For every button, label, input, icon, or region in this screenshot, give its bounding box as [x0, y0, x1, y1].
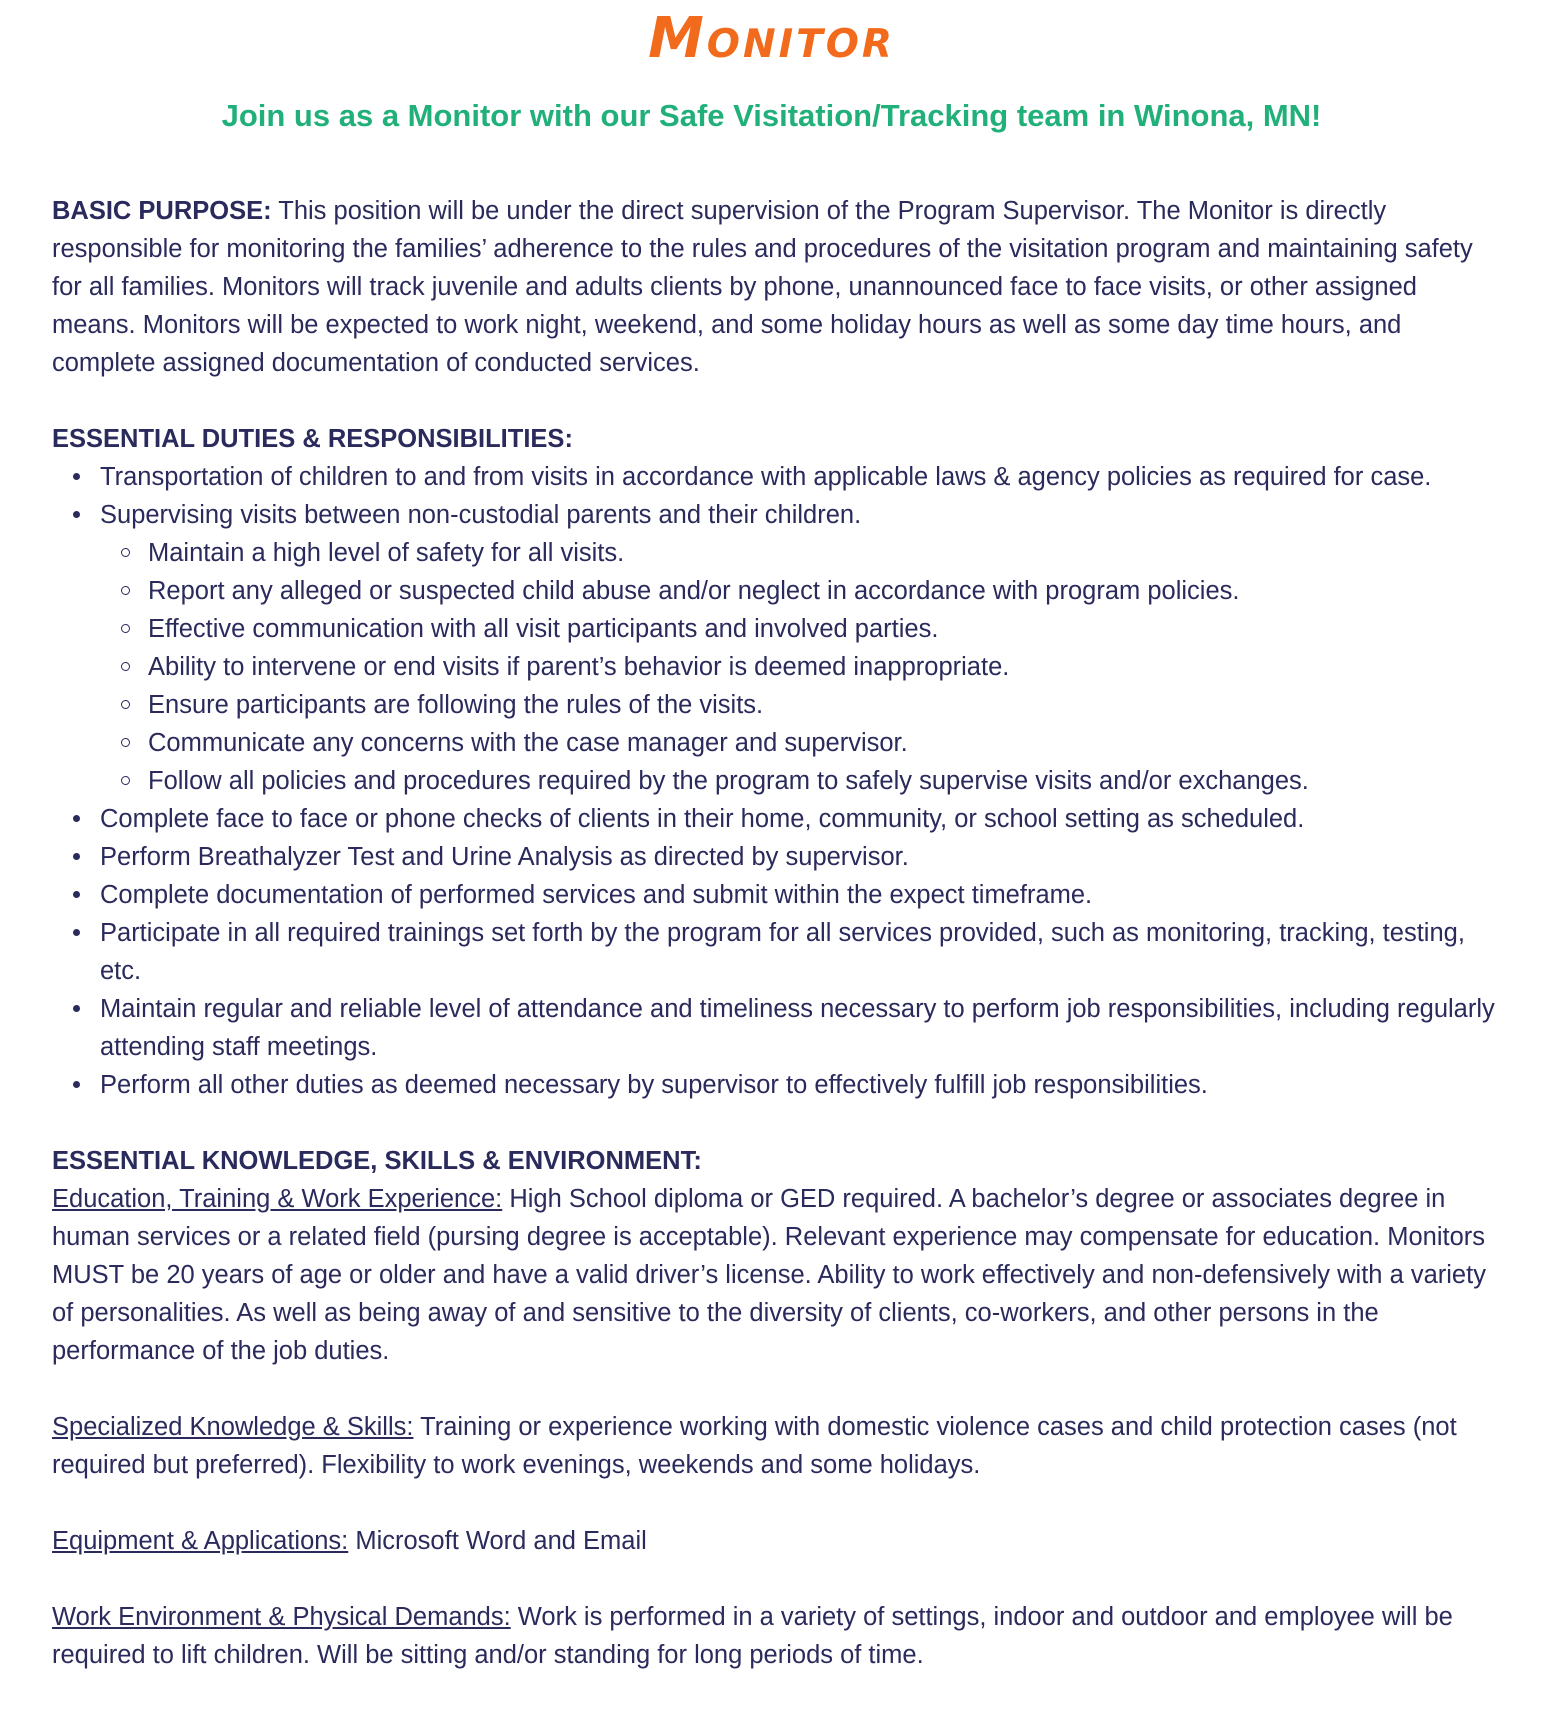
equipment-paragraph [52, 1522, 1502, 1560]
list-item: Complete face to face or phone checks of clients in their home, community, or school setting as scheduled. [100, 800, 1502, 838]
list-item: Perform Breathalyzer Test and Urine Analysis as directed by supervisor. [100, 838, 1502, 876]
environment-text: Work is performed in a variety of settings, indoor and outdoor and employee will be required to lift children. Will be sitting and/or standing for long periods of time. [52, 1603, 1453, 1669]
education-paragraph [52, 1180, 1502, 1370]
specialized-paragraph [52, 1408, 1502, 1484]
posting-body [52, 192, 1502, 1674]
list-item: Participate in all required trainings set forth by the program for all services provided, such as monitoring, tracking, testing, etc. [100, 914, 1502, 990]
specialized-label: Specialized Knowledge & Skills: [52, 1413, 414, 1441]
education-text: High School diploma or GED required. A bachelor’s degree or associates degree in human services or a related field (pursing degree is acceptable). Relevant experience may compensate for education. Monitors MUST be 20 years of age or older and have a valid driver’s license. Ability to work effectively and non-defensively with a variety of personalities. As well as being away of and sensitive to the diversity of clients, co-workers, and other persons in the performance of the job duties. [52, 1185, 1486, 1365]
duties-list [52, 458, 1502, 1104]
basic-purpose-text: This position will be under the direct supervision of the Program Supervisor. The Monitor is directly responsible for monitoring the families’ adherence to the rules and procedures of the visitation program and maintaining safety for all families. Monitors will track juvenile and adults clients by phone, unannounced face to face visits, or other assigned means. Monitors will be expected to work night, weekend, and some holiday hours as well as some day time hours, and complete assigned documentation of conducted services. [52, 197, 1473, 377]
supervising-sublist [100, 534, 1502, 800]
equipment-text: Microsoft Word and Email [348, 1527, 647, 1555]
list-item [100, 496, 1502, 800]
equipment-label: Equipment & Applications: [52, 1527, 349, 1555]
list-item: Maintain regular and reliable level of attendance and timeliness necessary to perform job responsibilities, including regularly attending staff meetings. [100, 990, 1502, 1066]
list-item: Complete documentation of performed services and submit within the expect timeframe. [100, 876, 1502, 914]
list-item: Transportation of children to and from visits in accordance with applicable laws & agency policies as required for case. [100, 458, 1502, 496]
sublist-item: Ensure participants are following the rules of the visits. [148, 686, 1502, 724]
list-item: Perform all other duties as deemed necessary by supervisor to effectively fulfill job responsibilities. [100, 1066, 1502, 1104]
list-item-text: Supervising visits between non-custodial parents and their children. [100, 501, 862, 529]
page-subtitle: Join us as a Monitor with our Safe Visitation/Tracking team in Winona, MN! [221, 98, 1322, 133]
sublist-item: Effective communication with all visit participants and involved parties. [148, 610, 1502, 648]
specialized-text: Training or experience working with domestic violence cases and child protection cases (not required but preferred). Flexibility to work evenings, weekends and some holidays. [52, 1413, 1457, 1479]
basic-purpose-paragraph [52, 192, 1502, 382]
basic-purpose-label: BASIC PURPOSE: [52, 197, 272, 225]
sublist-item: Report any alleged or suspected child abuse and/or neglect in accordance with program policies. [148, 572, 1502, 610]
page-title: Monitor [648, 6, 895, 71]
duties-heading: ESSENTIAL DUTIES & RESPONSIBILITIES: [52, 425, 573, 453]
sublist-item: Ability to intervene or end visits if parent’s behavior is deemed inappropriate. [148, 648, 1502, 686]
environment-label: Work Environment & Physical Demands: [52, 1603, 511, 1631]
sublist-item: Follow all policies and procedures required by the program to safely supervise visits and/or exchanges. [148, 762, 1502, 800]
knowledge-heading: ESSENTIAL KNOWLEDGE, SKILLS & ENVIRONMENT: [52, 1147, 702, 1175]
education-label: Education, Training & Work Experience: [52, 1185, 503, 1213]
sublist-item: Communicate any concerns with the case manager and supervisor. [148, 724, 1502, 762]
environment-paragraph [52, 1598, 1502, 1674]
sublist-item: Maintain a high level of safety for all visits. [148, 534, 1502, 572]
